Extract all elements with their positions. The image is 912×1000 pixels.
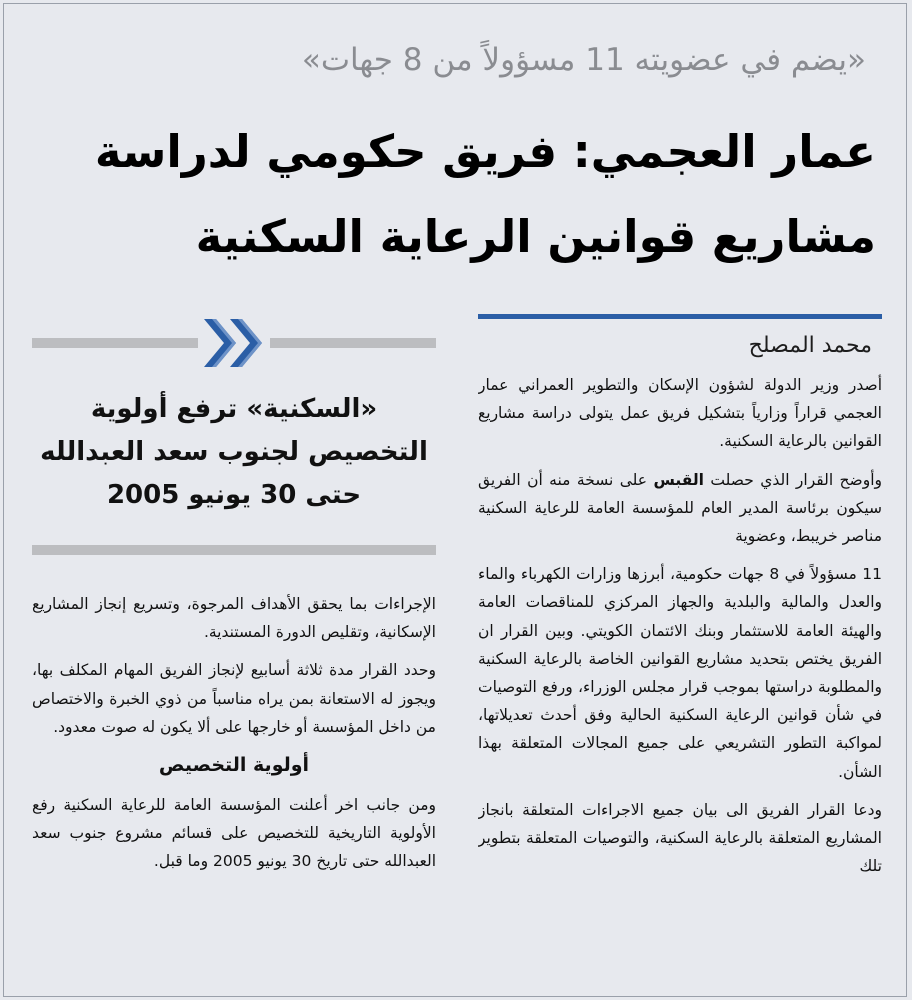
side-column xyxy=(32,590,436,990)
divider-line xyxy=(32,338,198,348)
paragraph: أصدر وزير الدولة لشؤون الإسكان والتطوير العمراني عمار العجمي قراراً وزارياً بتشكيل فريق عمل يتولى دراسة مشاريع القوانين بالرعاية السكنية. xyxy=(478,376,882,451)
paragraph: ودعا القرار الفريق الى بيان جميع الاجراءات المتعلقة بانجاز المشاريع المتعلقة بالرعاية السكنية، والتوصيات المتعلقة بتطوير تلك xyxy=(478,800,882,876)
article-frame xyxy=(3,3,907,997)
paragraph: ومن جانب اخر أعلنت المؤسسة العامة للرعاية السكنية رفع الأولوية التاريخية للتخصيص على قسائم مشروع جنوب سعد العبدالله حتى تاريخ 30 يونيو 2005 وما قبل. xyxy=(32,796,436,871)
divider-line xyxy=(270,338,436,348)
byline-accent-bar xyxy=(478,314,882,319)
paragraph: الإجراءات بما يحقق الأهداف المرجوة، وتسريع إنجاز المشاريع الإسكانية، وتقليص الدورة المستندية. xyxy=(32,595,436,642)
subheading: أولوية التخصيص xyxy=(158,754,310,777)
byline: محمد المصلح xyxy=(748,333,872,358)
kicker: «يضم في عضويته 11 مسؤولاً من 8 جهات» xyxy=(301,42,866,78)
paragraph: 11 مسؤولاً في 8 جهات حكومية، أبرزها وزارات الكهرباء والماء والعدل والمالية والبلدية والجهاز المركزي للمناقصات العامة والهيئة العامة للاستثمار وبنك الائتمان الكويتي. وبين القرار ان الفريق يختص بتحديد مشاريع القوانين الخاصة بالرعاية السكنية والمطلوبة دراستها بموجب قرار مجلس الوزراء، ورفع التوصيات في شأن قوانين الرعاية السكنية الحالية وفق أحدث تعديلاتها، لمواكبة التطور التشريعي على جميع المجالات المتعلقة بهذا الشأن. xyxy=(478,565,882,781)
headline: عمار العجمي: فريق حكومي لدراسة مشاريع قوانين الرعاية السكنية xyxy=(94,125,876,263)
quote-marks-icon xyxy=(202,313,264,373)
paragraph: وأوضح القرار الذي حصلت القبس على نسخة منه أن الفريق سيكون برئاسة المدير العام للمؤسسة العامة للرعاية السكنية مناصر خريبط، وعضوية xyxy=(478,470,882,546)
pull-quote: «السكنية» ترفع أولوية التخصيص لجنوب سعد العبدالله حتى 30 يونيو 2005 xyxy=(40,394,428,510)
main-column xyxy=(478,371,882,991)
divider-line xyxy=(32,545,436,555)
paragraph: وحدد القرار مدة ثلاثة أسابيع لإنجاز الفريق المهام المكلف بها، ويجوز له الاستعانة بمن يراه مناسباً من ذوي الخبرة والاختصاص من داخل المؤسسة أو خارجها على ألا يكون له صوت معدود. xyxy=(32,661,436,736)
newspaper-name: القبس xyxy=(653,470,704,489)
